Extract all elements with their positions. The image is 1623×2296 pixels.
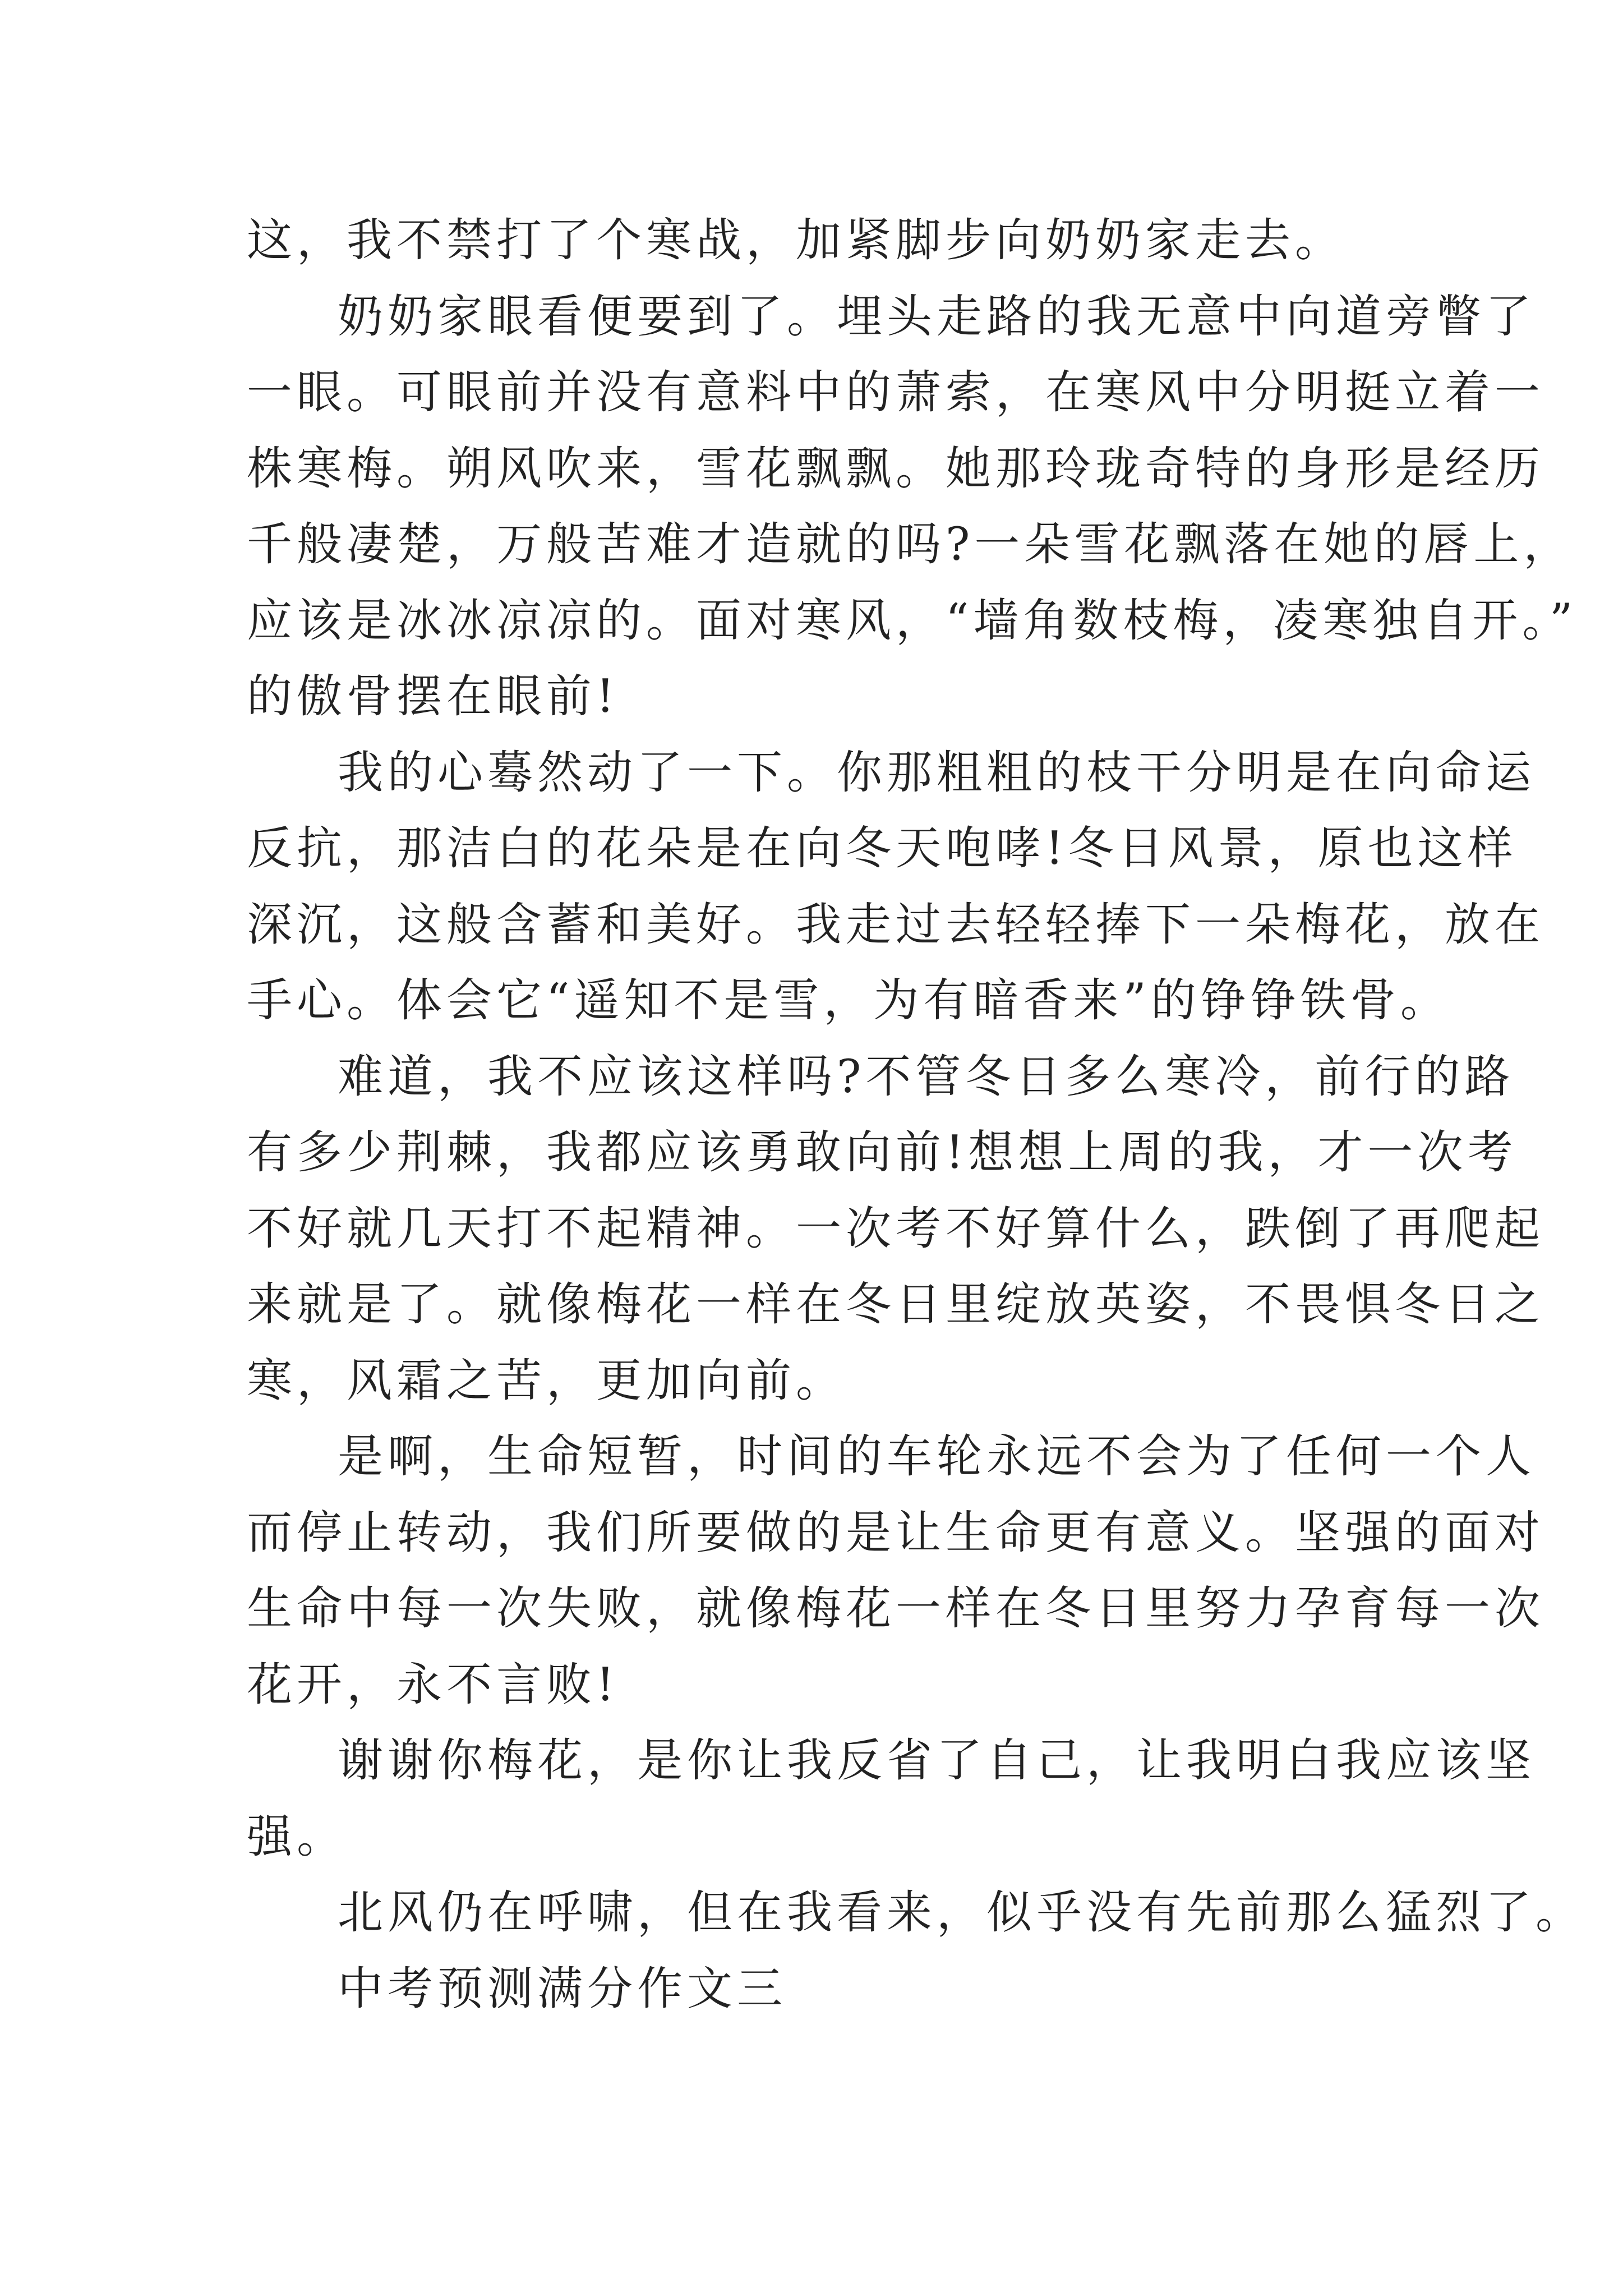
essay-line: 株寒梅。朔风吹来，雪花飘飘。她那玲珑奇特的身形是经历 [247, 442, 1545, 495]
section-heading: 中考预测满分作文三 [338, 1962, 787, 2016]
essay-line: 这，我不禁打了个寒战，加紧脚步向奶奶家走去。 [247, 214, 1345, 267]
essay-line: 应该是冰冰凉凉的。面对寒风，“墙角数枝梅，凌寒独自开。” [247, 594, 1578, 647]
essay-line: 有多少荆棘，我都应该勇敢向前!想想上周的我，才一次考 [247, 1126, 1518, 1179]
essay-line: 是啊，生命短暂，时间的车轮永远不会为了任何一个人 [338, 1430, 1536, 1483]
essay-line: 千般凄楚，万般苦难才造就的吗?一朵雪花飘落在她的唇上， [247, 518, 1574, 571]
essay-line: 奶奶家眼看便要到了。埋头走路的我无意中向道旁瞥了 [338, 290, 1536, 343]
essay-line: 我的心蓦然动了一下。你那粗粗的枝干分明是在向命运 [338, 746, 1536, 799]
essay-line: 反抗，那洁白的花朵是在向冬天咆哮!冬日风景，原也这样 [247, 822, 1518, 875]
essay-line: 花开，永不言败! [247, 1658, 619, 1711]
essay-line: 一眼。可眼前并没有意料中的萧索，在寒风中分明挺立着一 [247, 366, 1545, 419]
essay-line: 的傲骨摆在眼前! [247, 670, 619, 723]
essay-line: 来就是了。就像梅花一样在冬日里绽放英姿，不畏惧冬日之 [247, 1278, 1545, 1331]
essay-line: 而停止转动，我们所要做的是让生命更有意义。坚强的面对 [247, 1506, 1545, 1559]
essay-line: 难道，我不应该这样吗?不管冬日多么寒冷，前行的路 [338, 1050, 1515, 1103]
essay-line: 谢谢你梅花，是你让我反省了自己，让我明白我应该坚 [338, 1734, 1536, 1787]
essay-line: 手心。体会它“遥知不是雪，为有暗香来”的铮铮铁骨。 [247, 974, 1450, 1027]
essay-body [247, 203, 1586, 2027]
essay-line: 寒，风霜之苦，更加向前。 [247, 1354, 846, 1407]
essay-line: 强。 [247, 1810, 347, 1864]
essay-line: 深沉，这般含蓄和美好。我走过去轻轻捧下一朵梅花，放在 [247, 898, 1545, 951]
essay-line: 生命中每一次失败，就像梅花一样在冬日里努力孕育每一次 [247, 1582, 1545, 1635]
essay-line: 不好就几天打不起精神。一次考不好算什么，跌倒了再爬起 [247, 1202, 1545, 1255]
essay-line: 北风仍在呼啸，但在我看来，似乎没有先前那么猛烈了。 [338, 1887, 1586, 1939]
